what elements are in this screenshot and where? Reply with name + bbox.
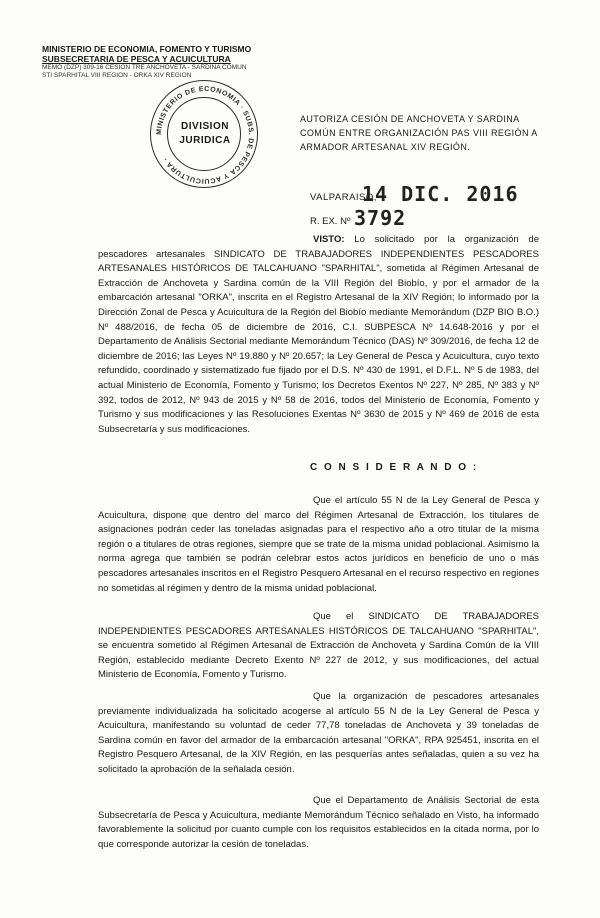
stamp-division-text: DIVISION — [181, 121, 229, 132]
ministry-name: MINISTERIO DE ECONOMIA, FOMENTO Y TURISMO — [42, 44, 252, 54]
visto-paragraph — [98, 233, 539, 437]
visto-label: VISTO: — [313, 234, 345, 245]
exento-number: 3792 — [354, 206, 407, 230]
stamp-juridica-text: JURIDICA — [179, 135, 231, 146]
division-juridica-stamp — [150, 80, 258, 188]
considerando-4 — [98, 794, 539, 852]
exento-label: R. EX. Nº — [310, 216, 351, 227]
resolution-title: AUTORIZA CESIÓN DE ANCHOVETA Y SARDINA COMÚN ENTRE ORGANIZACIÓN PAS VIII REGIÓN A ARMADOR ARTESANAL XIV REGIÓN. — [300, 114, 538, 152]
considerando-1-text: Que el artículo 55 N de la Ley General de Pesca y Acuicultura, dispone que dentro del marco del Régimen Artesanal de Extracción, los titulares de asignaciones podrán ceder las toneladas asignadas para el respectivo año a otro titular de la misma región o a titulares de otras regiones, siempre que se trate de la misma unidad poblacional. Asimismo la norma agrega que también se podrán celebrar estos actos jurídicos en beneficio de uno o más pescadores artesanales inscritos en el Registro Pesquero Artesanal en el recurso respectivo en regiones no sometidas al régimen y dentro de la misma unidad poblacional. — [98, 495, 539, 594]
considerando-3-text: Que la organización de pescadores artesanales previamente individualizada ha solicitado acogerse al artículo 55 N de la Ley General de Pesca y Acuicultura, manifestando su voluntad de ceder 77,78 toneladas de Anchoveta y 39 toneladas de Sardina común en favor del armador de la embarcación artesanal "ORKA", RPA 925451, inscrita en el Registro Pesquero Artesanal, de la XIV Región, en las pesquerías antes señaladas, quien a su vez ha solicitado la aprobación de la señalada cesión. — [98, 691, 539, 775]
considerando-2-text: Que el SINDICATO DE TRABAJADORES INDEPENDIENTES PESCADORES ARTESANALES HISTÓRICOS DE TALCAHUANO "SPARHITAL", se encuentra sometido al Régimen Artesanal de Extracción de Anchoveta y Sardina Común de la VIII Región, establecido mediante Decreto Exento Nº 227 de 2012, y sus modificaciones, del actual Ministerio de Economía, Fomento y Turismo. — [98, 611, 539, 681]
place-label: VALPARAISO, — [310, 192, 377, 203]
considerando-3 — [98, 690, 539, 778]
subsecretaria-name: SUBSECRETARIA DE PESCA Y ACUICULTURA — [42, 54, 231, 64]
considerando-heading: C O N S I D E R A N D O : — [310, 462, 479, 473]
considerando-4-text: Que el Departamento de Análisis Sectorial de esta Subsecretaría de Pesca y Acuicultura, mediante Memorándum Técnico señalado en Visto, ha informado favorablemente la solicitud por cuanto cumple con los requisitos establecidos en la citada norma, por lo que corresponde autorizar la cesión de toneladas. — [98, 795, 539, 850]
considerando-1 — [98, 494, 539, 596]
considerando-2 — [98, 610, 539, 683]
resolution-date: 14 DIC. 2016 — [362, 182, 519, 206]
visto-text: Lo solicitado por la organización de pescadores artesanales SINDICATO DE TRABAJADORES INDEPENDIENTES PESCADORES ARTESANALES HISTÓRICOS DE TALCAHUANO "SPARHITAL", sometida al Régimen Artesanal de Extracción de Anchoveta y Sardina común de la VIII Región del Biobío, y por el armador de la embarcación artesanal "ORKA", inscrita en el Registro Artesanal de la XIV Región; lo informado por la Dirección Zonal de Pesca y Acuicultura de la Región del Biobío mediante Memorándum (DZP BIO B.O.) Nº 488/2016, de fecha 05 de diciembre de 2016, C.I. SUBPESCA Nº 14.648-2016 y por el Departamento de Análisis Sectorial mediante Memorándum Técnico (DAS) Nº 309/2016, de fecha 12 de diciembre de 2016; las Leyes Nº 19.880 y Nº 20.657; la Ley General de Pesca y Acuicultura, cuyo texto refundido, coordinado y sistematizado fue fijado por el D.S. Nº 430 de 1991, el D.F.L. Nº 5 de 1983, del actual Ministerio de Economía, Fomento y Turismo; los Decretos Exentos Nº 227, Nº 285, Nº 383 y Nº 392, todos de 2012, Nº 943 de 2015 y Nº 58 de 2016, todos del Ministerio de Economía, Fomento y Turismo y sus modificaciones y las Resoluciones Exentas Nº 3630 de 2015 y Nº 469 de 2016 de esta Subsecretaría y sus modificaciones. — [98, 234, 539, 435]
stamp-inner-circle — [167, 97, 241, 171]
letterhead — [42, 44, 251, 80]
memo-reference-2: STI SPARHITAL VIII REGION - ORKA XIV REGION — [42, 72, 192, 79]
memo-reference: MEMO (DZP) 309-16 CESION TRE ANCHOVETA - SARDINA COMUN — [42, 64, 247, 71]
stamp-ring-text: MINISTERIO DE ECONOMIA · SUBS. DE PESCA Y ACUICULTURA · — [155, 85, 255, 185]
